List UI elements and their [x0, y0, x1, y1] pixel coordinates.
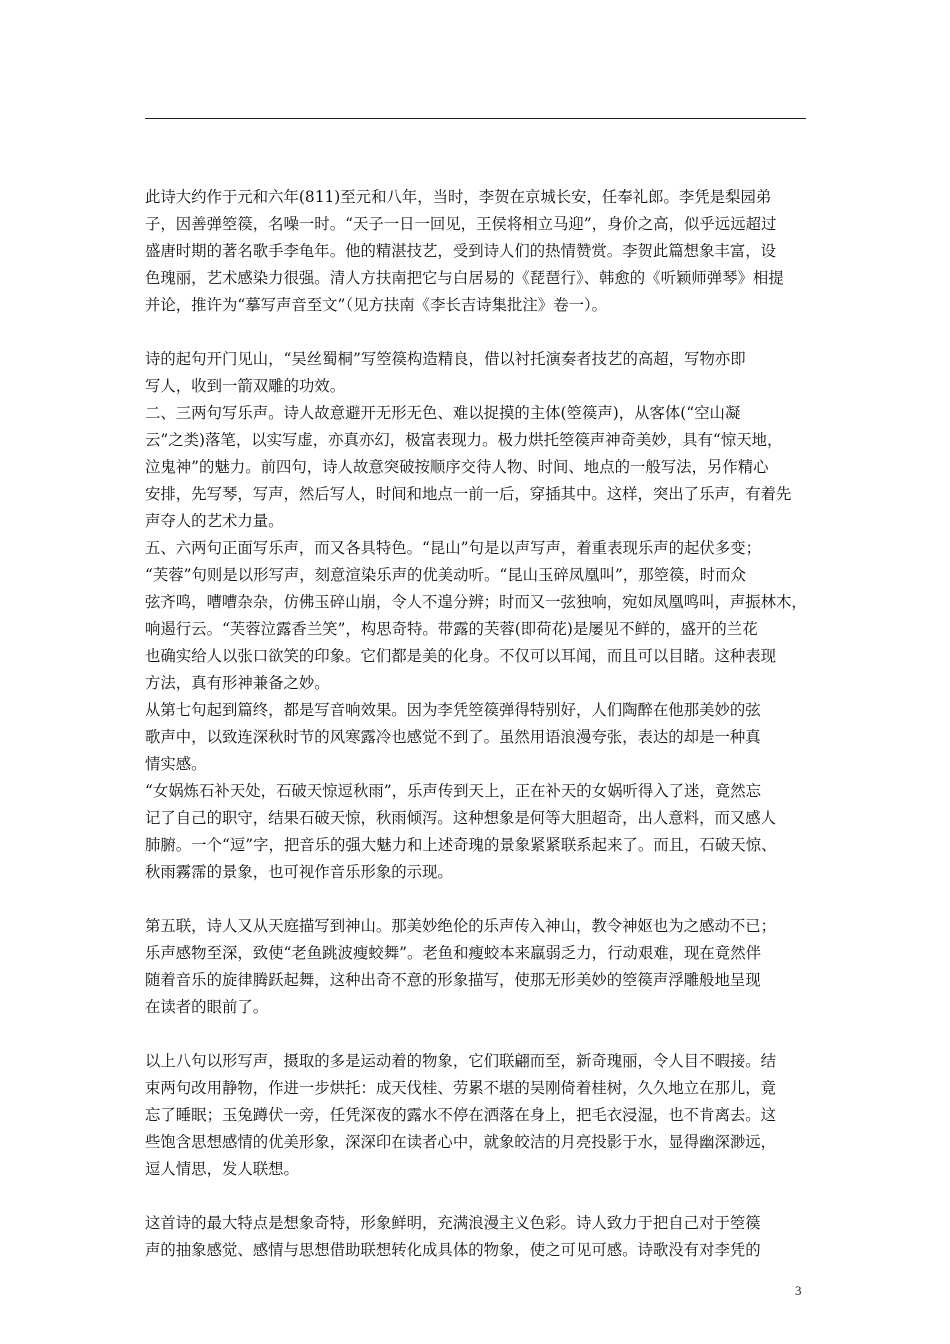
text-line: “女娲炼石补天处，石破天惊逗秋雨”，乐声传到天上，正在补天的女娲听得入了迷，竟然忘: [145, 782, 761, 800]
text-line: 弦齐鸣，嘈嘈杂杂，仿佛玉碎山崩，令人不遑分辨；时而又一弦独响，宛如凤凰鸣叫，声振林木，: [145, 593, 807, 611]
text-line: 情实感。: [145, 755, 207, 773]
text-line: 诗的起句开门见山，“吴丝蜀桐”写箜篌构造精良，借以衬托演奏者技艺的高超，写物亦即: [145, 350, 746, 368]
text-line: 束两句改用静物，作进一步烘托：成天伐桂、劳累不堪的吴刚倚着桂树，久久地立在那儿，竟: [145, 1079, 777, 1097]
text-line: 安排，先写琴，写声，然后写人，时间和地点一前一后，穿插其中。这样，突出了乐声，有着先: [145, 485, 792, 503]
header-rule: [145, 118, 806, 119]
text-line: 写人，收到一箭双雕的功效。: [145, 377, 346, 395]
text-line: 记了自己的职守，结果石破天惊，秋雨倾泻。这种想象是何等大胆超奇，出人意料，而又感人: [145, 809, 777, 827]
text-line: 乐声感物至深，致使“老鱼跳波瘦蛟舞”。老鱼和瘦蛟本来羸弱乏力，行动艰难，现在竟然伴: [145, 944, 761, 962]
paragraph-gap: [145, 1183, 810, 1210]
text-line: 此诗大约作于元和六年(811)至元和八年，当时，李贺在京城长安，任奉礼郎。李凭是梨园弟: [145, 188, 772, 206]
text-line: 以上八句以形写声，摄取的多是运动着的物象，它们联翩而至，新奇瑰丽，令人目不暇接。结: [145, 1052, 777, 1070]
text-line: 也确实给人以张口欲笑的印象。它们都是美的化身。不仅可以耳闻，而且可以目睹。这种表现: [145, 647, 777, 665]
text-line: 声的抽象感觉、感情与思想借助联想转化成具体的物象，使之可见可感。诗歌没有对李凭的: [145, 1241, 761, 1259]
text-line: 秋雨霧霈的景象，也可视作音乐形象的示现。: [145, 863, 453, 881]
text-line: 色瑰丽，艺术感染力很强。清人方扶南把它与白居易的《琵琶行》、韩愈的《听颖师弹琴》相提: [145, 269, 784, 287]
text-line: 响遏行云。“芙蓉泣露香兰笑”，构思奇特。带露的芙蓉(即荷花)是屡见不鲜的，盛开的兰花: [145, 620, 758, 638]
text-line: 从第七句起到篇终，都是写音响效果。因为李凭箜篌弹得特别好，人们陶醉在他那美妙的弦: [145, 701, 761, 719]
text-line: 并论，推许为“摹写声音至文”（见方扶南《李长吉诗集批注》卷一）。: [145, 296, 608, 314]
text-line: 声夺人的艺术力量。: [145, 512, 284, 530]
text-line: 随着音乐的旋律腾跃起舞，这种出奇不意的形象描写，使那无形美妙的箜篌声浮雕般地呈现: [145, 971, 761, 989]
text-line: 二、三两句写乐声。诗人故意避开无形无色、难以捉摸的主体(箜篌声)，从客体(“空山凝: [145, 404, 741, 422]
text-line: 在读者的眼前了。: [145, 998, 269, 1016]
text-line: 肺腑。一个“逗”字，把音乐的强大魅力和上述奇瑰的景象紧紧联系起来了。而且，石破天惊、: [145, 836, 777, 854]
text-line: 五、六两句正面写乐声，而又各具特色。“昆山”句是以声写声，着重表现乐声的起伏多变；: [145, 539, 761, 557]
text-line: 泣鬼神”的魅力。前四句，诗人故意突破按顺序交待人物、时间、地点的一般写法，另作精心: [145, 458, 769, 476]
document-body: [145, 184, 810, 1264]
text-line: “芙蓉”句则是以形写声，刻意渲染乐声的优美动听。“昆山玉碎凤凰叫”，那箜篌，时而众: [145, 566, 746, 584]
paragraph-gap: [145, 1021, 810, 1048]
text-line: 子，因善弹箜篌，名噪一时。“天子一日一回见，王侯将相立马迎”，身价之高，似乎远远超过: [145, 215, 777, 233]
text-line: 逗人情思，发人联想。: [145, 1160, 299, 1178]
text-line: 云”之类)落笔，以实写虚，亦真亦幻，极富表现力。极力烘托箜篌声神奇美妙，具有“惊天地，: [145, 431, 783, 449]
text-line: 方法，真有形神兼备之妙。: [145, 674, 330, 692]
text-line: 第五联，诗人又从天庭描写到神山。那美妙绝伦的乐声传入神山，教令神妪也为之感动不已；: [145, 917, 777, 935]
paragraph-gap: [145, 886, 810, 913]
text-line: 忘了睡眠；玉兔蹲伏一旁，任凭深夜的露水不停在洒落在身上，把毛衣浸湿，也不肯离去。这: [145, 1106, 777, 1124]
text-line: 歌声中，以致连深秋时节的风寒露冷也感觉不到了。虽然用语浪漫夸张，表达的却是一种真: [145, 728, 761, 746]
page-number: 3: [795, 1283, 802, 1298]
paragraph-gap: [145, 319, 810, 346]
text-line: 些饱含思想感情的优美形象，深深印在读者心中，就象皎洁的月亮投影于水，显得幽深渺远，: [145, 1133, 777, 1151]
text-line: 盛唐时期的著名歌手李龟年。他的精湛技艺，受到诗人们的热情赞赏。李贺此篇想象丰富，设: [145, 242, 777, 260]
text-line: 这首诗的最大特点是想象奇特，形象鲜明，充满浪漫主义色彩。诗人致力于把自己对于箜篌: [145, 1214, 761, 1232]
